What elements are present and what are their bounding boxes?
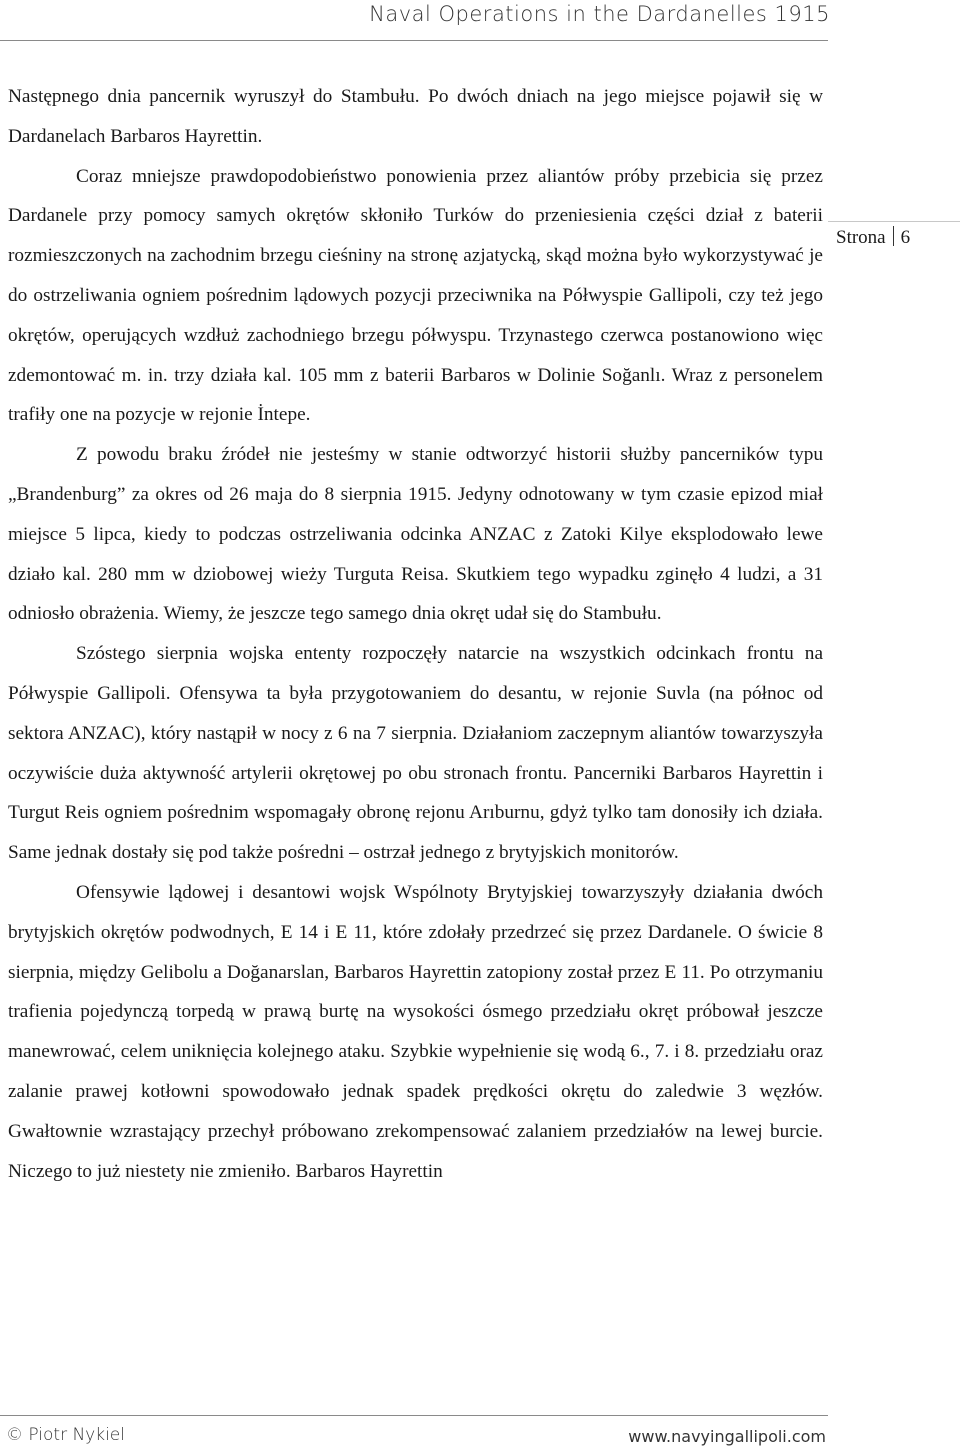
header-divider	[0, 40, 828, 41]
footer-website: www.navyingallipoli.com	[628, 1427, 826, 1446]
running-header-title: Naval Operations in the Dardanelles 1915	[369, 2, 830, 26]
page-number	[836, 226, 910, 249]
paragraph-3: Z powodu braku źródeł nie jesteśmy w stanie odtworzyć historii służby pancerników typu „Brandenburg” za okres od 26 maja do 8 sierpnia 1915. Jedyny odnotowany w tym czasie epizod miał miejsce 5 lipca, kiedy to podczas ostrzeliwania odcinka ANZAC z Zatoki Kilye eksplodowało lewe działo kal. 280 mm w dziobowej wieży Turguta Reisa. Skutkiem tego wypadku zginęło 4 ludzi, a 31 odniosło obrażenia. Wiemy, że jeszcze tego samego dnia okręt udał się do Stambułu.	[8, 444, 823, 625]
paragraph-4: Szóstego sierpnia wojska ententy rozpoczęły natarcie na wszystkich odcinkach frontu na Półwyspie Gallipoli. Ofensywa ta była przygotowaniem do desantu, w rejonie Suvla (na północ od sektora ANZAC), który nastąpił w nocy z 6 na 7 sierpnia. Działaniom zaczepnym aliantów towarzyszyła oczywiście duża aktywność artylerii okrętowej po obu stronach frontu. Pancerniki Barbaros Hayrettin i Turgut Reis ogniem pośrednim wspomagały obronę rejonu Arıburnu, gdyż tylko tam donosiły ich działa. Same jednak dostały się pod także pośredni – ostrzał jednego z brytyjskich monitorów.	[8, 643, 823, 864]
body-text	[8, 77, 823, 1191]
paragraph-2: Coraz mniejsze prawdopodobieństwo ponowienia przez aliantów próby przebicia się przez Dardanele przy pomocy samych okrętów skłoniło Turków do przeniesienia części dział z baterii rozmieszczonych na zachodnim brzegu cieśniny na stronę azjatycką, skąd można było wykorzystywać je do ostrzeliwania ogniem pośrednim lądowych pozycji przeciwnika na Półwyspie Gallipoli, czy też jego okrętów, operujących wzdłuż zachodniego brzegu półwyspu. Trzynastego czerwca postanowiono więc zdemontować m. in. trzy działa kal. 105 mm z baterii Barbaros w Dolinie Soğanlı. Wraz z personelem trafiły one na pozycje w rejonie İntepe.	[8, 165, 823, 426]
paragraph-1: Następnego dnia pancernik wyruszył do Stambułu. Po dwóch dniach na jego miejsce pojawił się w Dardanelach Barbaros Hayrettin.	[8, 86, 823, 147]
page-number-value: 6	[900, 227, 911, 248]
paragraph-5: Ofensywie lądowej i desantowi wojsk Wspólnoty Brytyjskiej towarzyszyły działania dwóch brytyjskich okrętów podwodnych, E 14 i E 11, które zdołały przedrzeć się przez Dardanele. O świcie 8 sierpnia, między Gelibolu a Doğanarslan, Barbaros Hayrettin zatopiony został przez E 11. Po otrzymaniu trafienia pojedynczą torpedą w prawą burtę na wysokości ósmego przedziału okręt próbował jeszcze manewrować, celem uniknięcia kolejnego ataku. Szybkie wypełnienie się wodą 6., 7. i 8. przedziału oraz zalanie prawej kotłowni spowodowało jednak spadek prędkości okrętu do zaledwie 3 węzłów. Gwałtownie wzrastający przechył próbowano zrekompensować zalaniem przedziałów na lewej burcie. Niczego to już niestety nie zmieniło. Barbaros Hayrettin	[8, 881, 823, 1182]
page-number-label: Strona	[836, 227, 886, 248]
footer-author: © Piotr Nykiel	[6, 1425, 125, 1445]
footer-divider	[0, 1415, 828, 1416]
page-number-divider	[828, 221, 960, 222]
page-number-separator	[893, 226, 894, 246]
